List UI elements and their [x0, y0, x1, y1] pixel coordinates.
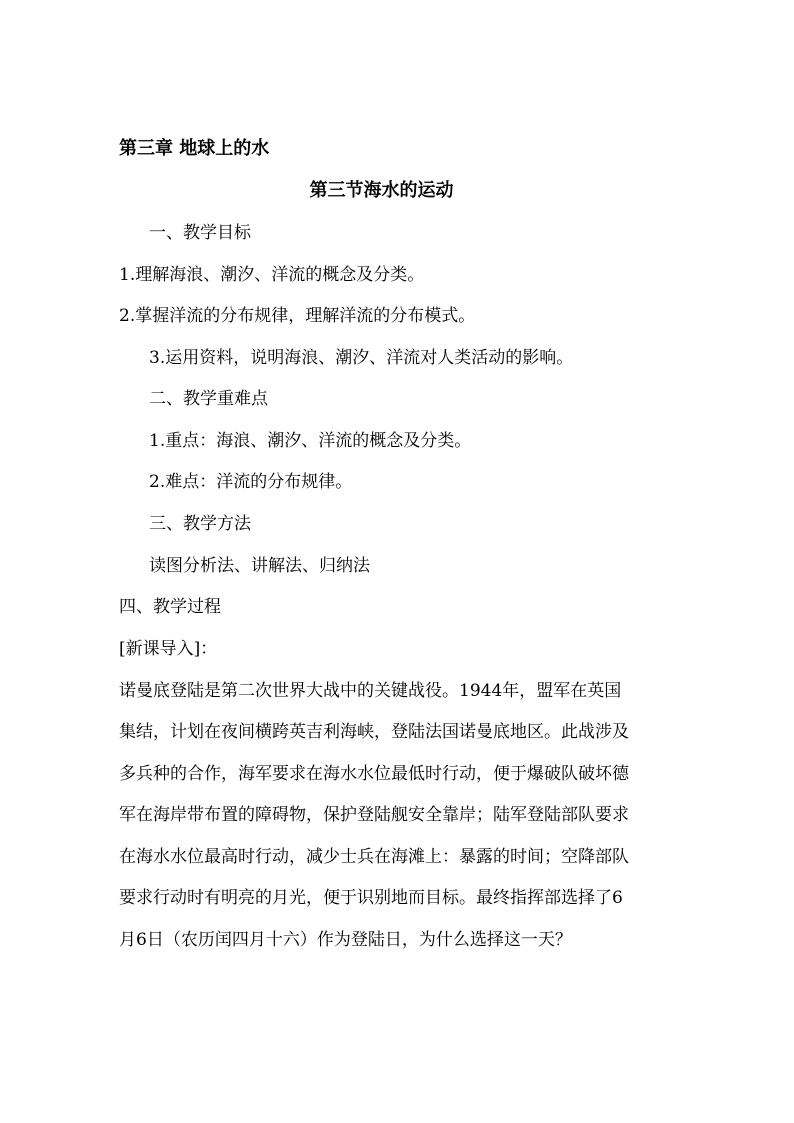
methods-text: 读图分析法、讲解法、归纳法: [149, 556, 370, 576]
goal-item-1: 1.理解海浪、潮汐、洋流的概念及分类。: [119, 265, 425, 285]
key-point-1: 1.重点：海浪、潮汐、洋流的概念及分类。: [149, 431, 472, 451]
intro-line: 军在海岸带布置的障碍物，保护登陆舰安全靠岸；陆军登陆部队要求: [119, 805, 629, 825]
chapter-title: 第三章 地球上的水: [119, 138, 270, 159]
goal-item-2: 2.掌握洋流的分布规律，理解洋流的分布模式。: [119, 306, 476, 326]
heading-process: 四、教学过程: [119, 597, 221, 617]
heading-key-points: 二、教学重难点: [149, 389, 268, 409]
intro-line: 月6日（农历闰四月十六）作为登陆日，为什么选择这一天？: [119, 930, 572, 950]
intro-line: 集结，计划在夜间横跨英吉利海峡，登陆法国诺曼底地区。此战涉及: [119, 722, 629, 742]
heading-teaching-goals: 一、教学目标: [149, 223, 251, 243]
key-point-2: 2.难点：洋流的分布规律。: [149, 472, 353, 492]
section-title: 第三节海水的运动: [309, 180, 454, 201]
intro-line: 要求行动时有明亮的月光，便于识别地而目标。最终指挥部选择了6: [119, 888, 623, 908]
heading-methods: 三、教学方法: [149, 514, 251, 534]
intro-label: [新课导入]：: [119, 639, 218, 659]
intro-line: 在海水水位最高时行动，减少士兵在海滩上：暴露的时间；空降部队: [119, 847, 629, 867]
intro-line: 多兵种的合作，海军要求在海水水位最低时行动，便于爆破队破坏德: [119, 764, 629, 784]
intro-line: 诺曼底登陆是第二次世界大战中的关键战役。1944年，盟军在英国: [119, 681, 622, 701]
goal-item-3: 3.运用资料，说明海浪、潮汐、洋流对人类活动的影响。: [149, 348, 574, 368]
